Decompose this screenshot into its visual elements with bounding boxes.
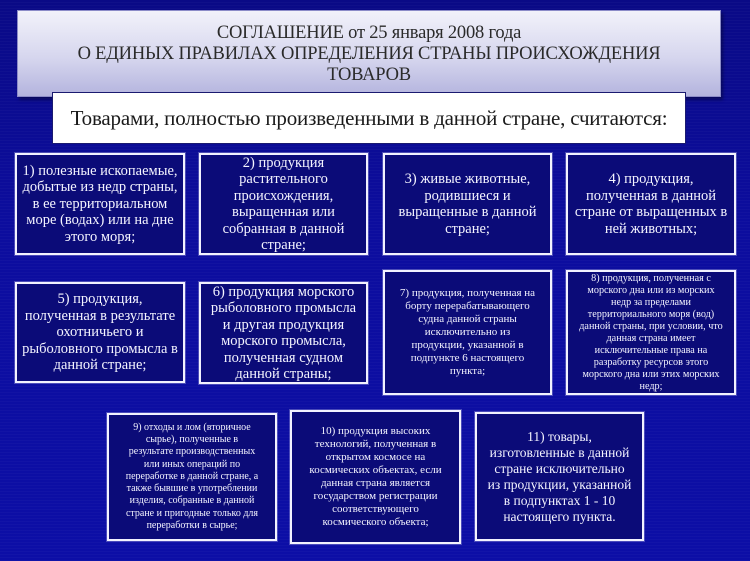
item-box-6 xyxy=(199,282,368,384)
item-text-10: 10) продукция высоких технологий, полученная в открытом космосе на космических объектах, если данная страна является государством регистрации соответствующего космического объекта; xyxy=(309,425,442,528)
item-text-7: 7) продукция, полученная на борту перерабатывающего судна данной страны исключительно из продукции, указанной в подпункте 6 настоящего пункта; xyxy=(399,287,536,377)
title-line-3: ТОВАРОВ xyxy=(327,65,411,85)
item-box-11 xyxy=(475,412,644,541)
title-banner xyxy=(17,10,721,97)
item-text-11: 11) товары, изготовленные в данной стране исключительно из продукции, указанной в подпунктах 1 - 10 настоящего пункта. xyxy=(487,428,632,524)
item-box-8 xyxy=(566,270,736,395)
item-text-2: 2) продукция растительного происхождения, выращенная или собранная в данной стране; xyxy=(222,154,345,253)
item-text-6: 6) продукция морского рыболовного промысла и другая продукция морского промысла, полученная судном данной страны; xyxy=(210,283,357,382)
item-box-5 xyxy=(15,282,185,383)
item-text-1: 1) полезные ископаемые, добытые из недр страны, в ее территориальном море (водах) или на дне этого моря; xyxy=(22,162,178,245)
item-text-4: 4) продукция, полученная в данной стране от выращенных в ней животных; xyxy=(574,171,728,237)
item-text-9: 9) отходы и лом (вторичное сырье), полученные в результате производственных или иных операций по переработке в данной стране, а также бывшие в употреблении изделия, собранные в данной стране и пригодные только для переработки в сырье; xyxy=(125,421,259,532)
item-box-4 xyxy=(566,153,736,255)
item-box-3 xyxy=(383,153,552,255)
subtitle-banner: Товарами, полностью произведенными в данной стране, считаются: xyxy=(52,92,686,144)
item-text-3: 3) живые животные, родившиеся и выращенные в данной стране; xyxy=(398,171,537,237)
item-box-10 xyxy=(290,410,461,544)
title-line-1: СОГЛАШЕНИЕ от 25 января 2008 года xyxy=(216,23,522,43)
item-box-9 xyxy=(107,413,277,541)
item-box-2 xyxy=(199,153,368,255)
item-text-5: 5) продукция, полученная в результате охотничьего и рыболовного промысла в данной стране; xyxy=(22,291,178,374)
item-box-1 xyxy=(15,153,185,255)
title-line-2: О ЕДИНЫХ ПРАВИЛАХ ОПРЕДЕЛЕНИЯ СТРАНЫ ПРОИСХОЖДЕНИЯ xyxy=(77,44,661,64)
item-text-8: 8) продукция, полученная с морского дна или из морских недр за пределами территориального моря (вод) данной страны, при условии, что данная страна имеет исключительные права на разработку ресурсов этого морского дна или этих морских недр; xyxy=(579,272,723,392)
item-box-7 xyxy=(383,270,552,395)
